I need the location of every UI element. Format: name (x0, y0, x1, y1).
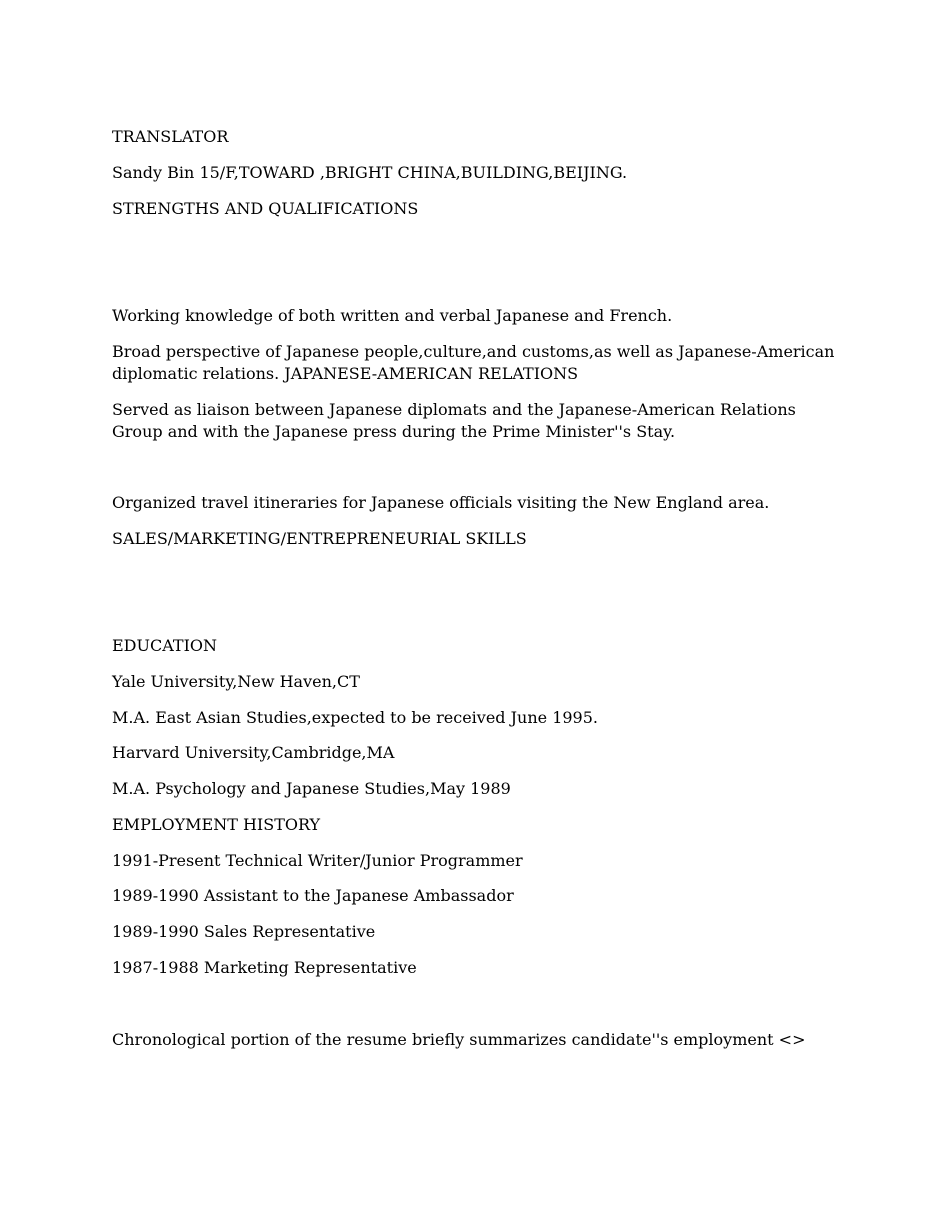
employment-item: 1989-1990 Assistant to the Japanese Ambassador (112, 886, 514, 905)
education-heading: EDUCATION (112, 636, 218, 655)
employment-item: 1987-1988 Marketing Representative (112, 958, 417, 977)
education-school: Harvard University,Cambridge,MA (112, 743, 395, 762)
education-school: Yale University,New Haven,CT (112, 672, 360, 691)
strength-item: Working knowledge of both written and verbal Japanese and French. (112, 306, 673, 325)
contact-line: Sandy Bin 15/F,TOWARD ,BRIGHT CHINA,BUILDING,BEIJING. (112, 163, 628, 182)
employment-heading: EMPLOYMENT HISTORY (112, 815, 321, 834)
sales-heading: SALES/MARKETING/ENTREPRENEURIAL SKILLS (112, 529, 527, 548)
resume-title: TRANSLATOR (112, 127, 229, 146)
strength-item: Broad perspective of Japanese people,culture,and customs,as well as Japanese-American diplomatic relations. JAPANESE-AMERICAN RELATIONS (112, 342, 835, 383)
strengths-heading: STRENGTHS AND QUALIFICATIONS (112, 199, 419, 218)
education-degree: M.A. East Asian Studies,expected to be received June 1995. (112, 708, 598, 727)
employment-item: 1989-1990 Sales Representative (112, 922, 376, 941)
strength-item: Served as liaison between Japanese diplomats and the Japanese-American Relations Group and with the Japanese press during the Prime Minister''s Stay. (112, 400, 796, 441)
strength-item: Organized travel itineraries for Japanese officials visiting the New England area. (112, 493, 770, 512)
employment-item: 1991-Present Technical Writer/Junior Programmer (112, 851, 523, 870)
education-degree: M.A. Psychology and Japanese Studies,May 1989 (112, 779, 511, 798)
footer-note: Chronological portion of the resume briefly summarizes candidate''s employment <> (112, 1030, 806, 1049)
